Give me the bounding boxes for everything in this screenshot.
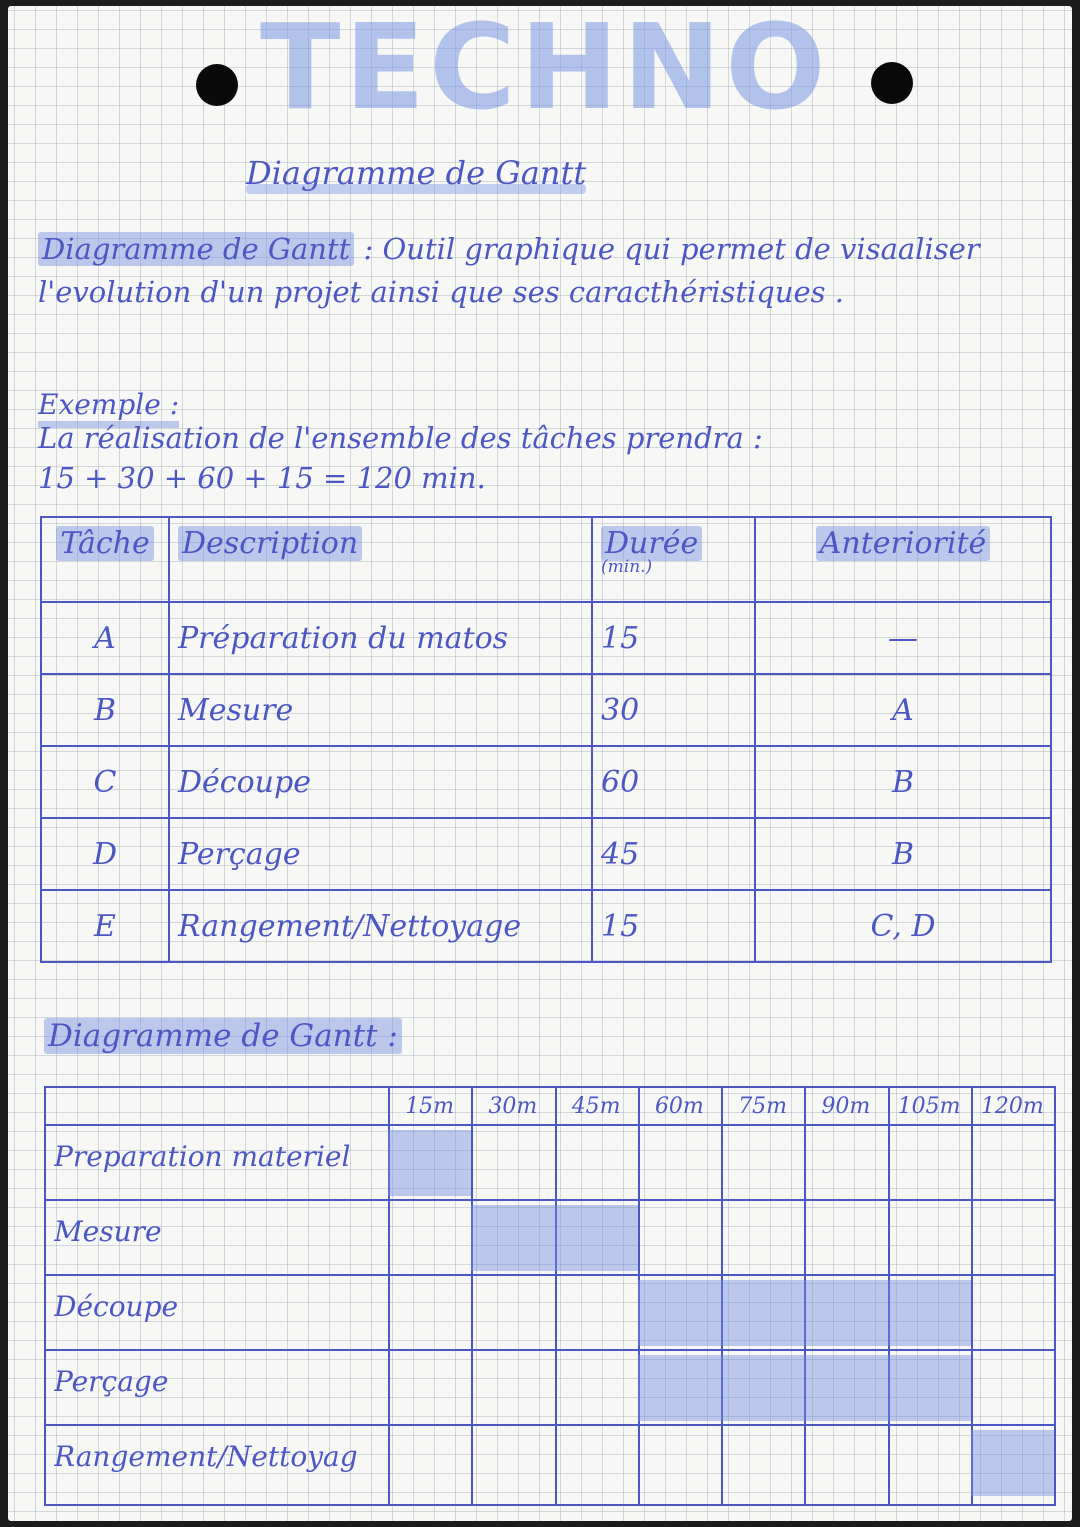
- header-description: Description: [169, 517, 592, 602]
- table-row: [41, 746, 1051, 818]
- table-row: [41, 890, 1051, 962]
- task-table-header: [41, 517, 1051, 602]
- task-anteriority: A: [755, 674, 1051, 746]
- gantt-bar: [638, 1280, 971, 1346]
- gantt-row: [46, 1276, 1054, 1351]
- definition-term: Diagramme de Gantt: [38, 232, 354, 266]
- header-duration-unit: (min.): [601, 557, 653, 577]
- gantt-row: [46, 1201, 1054, 1276]
- definition-paragraph: [38, 228, 1048, 314]
- gantt-row: [46, 1126, 1054, 1201]
- example-line-2: 15 + 30 + 60 + 15 = 120 min.: [38, 461, 486, 495]
- example-label: Exemple :: [38, 388, 179, 428]
- task-id: A: [41, 602, 169, 674]
- subtitle-text: Diagramme de Gantt: [246, 154, 587, 192]
- task-id: E: [41, 890, 169, 962]
- task-anteriority: C, D: [755, 890, 1051, 962]
- gantt-tick-label: 45m: [571, 1094, 621, 1119]
- example-text: [38, 418, 1038, 498]
- gantt-tick-label: 60m: [654, 1094, 704, 1119]
- binder-hole-right: [871, 62, 913, 104]
- task-description: Préparation du matos: [169, 602, 592, 674]
- notebook-page: [8, 6, 1072, 1521]
- gantt-tick-label: 105m: [897, 1094, 961, 1119]
- table-row: [41, 818, 1051, 890]
- gantt-tick-label: 30m: [488, 1094, 538, 1119]
- task-anteriority: B: [755, 746, 1051, 818]
- gantt-row-label: Preparation materiel: [54, 1140, 351, 1173]
- task-id: D: [41, 818, 169, 890]
- definition-text: : Outil graphique qui permet de visaaliser l'evolution d'un projet ainsi que ses caracthéristiques .: [38, 232, 980, 309]
- header-anteriority: Anteriorité: [755, 517, 1051, 602]
- gantt-bar: [638, 1355, 971, 1421]
- task-table: [40, 516, 1052, 963]
- gantt-row: [46, 1426, 1054, 1501]
- gantt-row: [46, 1351, 1054, 1426]
- task-id: B: [41, 674, 169, 746]
- gantt-row-label: Découpe: [54, 1290, 179, 1323]
- gantt-tick-label: 15m: [405, 1094, 455, 1119]
- task-id: C: [41, 746, 169, 818]
- task-description: Rangement/Nettoyage: [169, 890, 592, 962]
- gantt-bar: [388, 1130, 471, 1196]
- gantt-tick-label: 120m: [980, 1094, 1044, 1119]
- gantt-row-label: Perçage: [54, 1365, 169, 1398]
- example-line-1: La réalisation de l'ensemble des tâches prendra :: [38, 421, 763, 455]
- gantt-bar: [471, 1205, 638, 1271]
- task-duration: 15: [592, 602, 755, 674]
- gantt-title: Diagramme de Gantt :: [44, 1018, 402, 1054]
- task-duration: 45: [592, 818, 755, 890]
- task-duration: 15: [592, 890, 755, 962]
- table-row: [41, 674, 1051, 746]
- gantt-chart: [44, 1086, 1056, 1506]
- task-description: Perçage: [169, 818, 592, 890]
- gantt-bar: [971, 1430, 1054, 1496]
- table-row: [41, 602, 1051, 674]
- header-task: Tâche: [41, 517, 169, 602]
- header-duration: Durée (min.): [592, 517, 755, 602]
- gantt-tick-label: 90m: [821, 1094, 871, 1119]
- task-duration: 30: [592, 674, 755, 746]
- task-description: Découpe: [169, 746, 592, 818]
- task-anteriority: B: [755, 818, 1051, 890]
- gantt-row-label: Rangement/Nettoyag: [54, 1440, 358, 1473]
- subtitle: [246, 154, 586, 194]
- task-duration: 60: [592, 746, 755, 818]
- task-description: Mesure: [169, 674, 592, 746]
- task-anteriority: —: [755, 602, 1051, 674]
- binder-hole-left: [196, 64, 238, 106]
- gantt-row-label: Mesure: [54, 1215, 162, 1248]
- page-title: TECHNO: [260, 6, 830, 136]
- gantt-tick-label: 75m: [738, 1094, 788, 1119]
